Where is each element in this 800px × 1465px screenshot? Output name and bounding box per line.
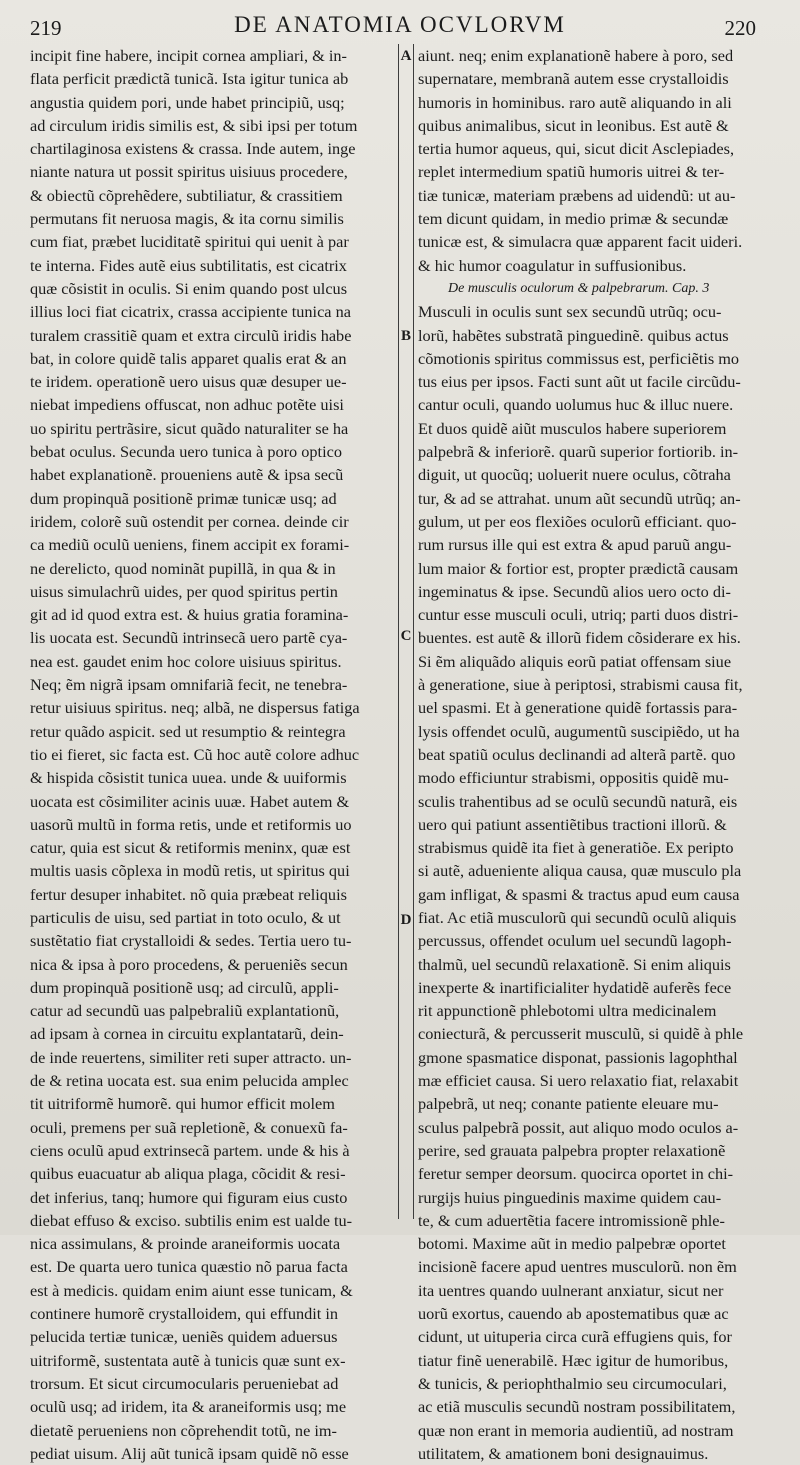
text-line: & obiectũ cõprehẽdere, subtiliatur, & crassitiem (30, 185, 343, 205)
text-line: niante natura ut possit spiritus uisiuus procedere, (30, 162, 348, 182)
text-line: uero qui patiunt assentiẽtibus tractioni illorũ. & (418, 814, 727, 834)
text-line: palpebrã, ut neq; conante patiente eleuare mu- (418, 1094, 719, 1114)
text-line: ita uentres quando uulnerant anxiatur, sicut ner (418, 1280, 724, 1300)
text-line: gam infligat, & spasmi & tractus apud eum causa (418, 884, 740, 904)
text-line: gulum, ut per eos flexiões oculorũ efficiant. quo- (418, 511, 737, 531)
text-line: lorũ, habẽtes substratã pinguedinẽ. quibus actus (418, 325, 729, 345)
text-line: modo efficiuntur strabismi, oppositis quidẽ mu- (418, 768, 729, 788)
text-line: si autẽ, adueniente aliqua causa, quæ musculo pla (418, 861, 742, 881)
text-line: percussus, offendet oculum uel secundũ lagoph- (418, 931, 732, 951)
text-line: tur, & ad se attrahat. unum aũt secundũ utrũq; an- (418, 488, 741, 508)
text-line: strabismus quidẽ ita fiet à generatiõe. Ex peripto (418, 838, 734, 858)
text-line: sculis trahentibus ad se oculũ secundũ naturã, eis (418, 791, 738, 811)
text-line: aiunt. neq; enim explanationẽ habere à poro, sed (418, 46, 734, 65)
text-line: coniecturã, & percusserit musculũ, si quidẽ à phle (418, 1024, 744, 1044)
text-line: te iridem. operationẽ uero uisus quæ desuper ue- (30, 372, 347, 392)
text-line: git ad id quod extra est. & huius gratia foramina- (30, 605, 349, 625)
text-line: nea est. gaudet enim hoc colore uisiuus spiritus. (30, 651, 342, 671)
text-line: oculũ usq; ad iridem, ita & araneiformis usq; me (30, 1397, 347, 1417)
right-text-column (418, 44, 768, 1463)
text-line: ne derelicto, quod nominãt pupillã, in qua & in (30, 558, 336, 578)
text-line: pediat uisum. Alij aũt tunicã ipsam quidẽ nõ esse (30, 1443, 349, 1463)
text-line: perire, sed grauata palpebra propter relaxationẽ (418, 1140, 726, 1160)
text-line: est. De quarta uero tunica quæstio nõ parua facta (30, 1257, 348, 1277)
text-line: tunicæ est, & simulacra quæ apparent facit uideri. (418, 232, 743, 252)
text-line: uo spiritu pertrãsire, sicut quãdo naturaliter se ha (30, 418, 349, 438)
margin-marker-a: A (400, 48, 412, 64)
text-line: uasorũ multũ in forma retis, unde et retiformis uo (30, 814, 352, 834)
text-line: botomi. Maxime aũt in medio palpebræ oportet (418, 1234, 726, 1254)
text-line: Et duos quidẽ aiũt musculos habere superiorem (418, 418, 727, 438)
text-line: replet intermedium spatiũ humoris uitrei & ter- (418, 162, 725, 182)
text-line: & tunicis, & periophthalmio seu circumoculari, (418, 1373, 727, 1393)
text-line: uocata est cõsimiliter acinis uuæ. Habet autem & (30, 791, 350, 811)
text-line: dum propinquã positionẽ primæ tunicæ usq; ad (30, 488, 337, 508)
text-line: retur uisiuus spiritus. neq; albã, ne dispersus fatiga (30, 698, 360, 718)
text-line: ingeminatus & ipse. Secundũ alios uero octo di- (418, 581, 731, 601)
text-line: diebat effuso & exciso. subtilis enim est ualde tu- (30, 1210, 353, 1230)
margin-marker-c: C (400, 628, 412, 644)
text-line: quæ non erant in memoria audientiũ, ad nostram (418, 1420, 734, 1440)
text-line: rum rursus ille qui est extra & apud paruũ angu- (418, 535, 732, 555)
text-line: bebat oculus. Secunda uero tunica à poro optico (30, 442, 342, 462)
text-line: de inde reuertens, similiter reti super attracto. un- (30, 1047, 352, 1067)
text-line: te interna. Fides autẽ eius subtilitatis, est cicatrix (30, 255, 347, 275)
text-line: flata perficit prædictã tunicã. Ista igitur tunica ab (30, 69, 349, 89)
text-line: buentes. est autẽ & illorũ fidem cõsiderare ex his. (418, 628, 741, 648)
text-line: Si ẽm aliquãdo aliquis eorũ patiat offensam siue (418, 651, 732, 671)
text-line: feretur semper deorsum. quocirca oportet in chi- (418, 1164, 734, 1184)
text-line: permutans fit neruosa magis, & ita cornu similis (30, 209, 344, 229)
text-line: tus eius per ipsos. Facti sunt aũt ut facile circũdu- (418, 372, 741, 392)
text-line: ac etiã musculis secundũ nostram possibilitatem, (418, 1397, 736, 1417)
text-line: cõmotionis spiritus commissus est, perficiẽtis mo (418, 348, 740, 368)
text-line: multis uasis cõplexa in modũ retis, ut spiritus qui (30, 861, 350, 881)
text-line: mæ efficiet causa. Si uero relaxatio fiat, relaxabit (418, 1071, 739, 1091)
text-line: de & retina uocata est. sua enim pelucida amplec (30, 1071, 349, 1091)
text-line: lis uocata est. Secundũ intrinsecã uero partẽ cya- (30, 628, 348, 648)
text-line: lum maior & fortior est, propter prædictã causam (418, 558, 739, 578)
text-line: tiatur finẽ uenerabilẽ. Hæc igitur de humoribus, (418, 1350, 729, 1370)
text-line: angustia quidem pori, unde habet principiũ, usq; (30, 92, 345, 112)
text-line: incipit fine habere, incipit cornea ampliari, & in- (30, 46, 347, 65)
text-line: tertia humor aqueus, qui, sicut dicit Asclepiades, (418, 139, 735, 159)
text-line: quæ cõsistit in oculis. Si enim quando post ulcus (30, 278, 348, 298)
margin-marker-d: D (400, 912, 412, 928)
column-rule-left (398, 44, 399, 1219)
text-line: quibus euacuatur ab aliqua plaga, cõcidit & resi- (30, 1164, 346, 1184)
text-line: fiat. Ac etiã musculorũ qui secundũ oculũ aliquis (418, 907, 737, 927)
text-line: humoris in hominibus. raro autẽ aliquando in ali (418, 92, 732, 112)
left-text-column (30, 44, 393, 1463)
text-line: palpebrã & inferiorẽ. quarũ superior fortiorib. in- (418, 442, 739, 462)
page-header (0, 0, 800, 44)
text-line: thalmũ, uel secundũ relaxationẽ. Si enim aliquis (418, 954, 731, 974)
text-line: sculus palpebrã possit, aut aliquo modo oculos a- (418, 1117, 739, 1137)
text-line: lysis offendet oculũ, augumentũ suscipiẽdo, ut ha (418, 721, 740, 741)
text-line: tio ei fieret, sic facta est. Cũ hoc autẽ colore adhuc (30, 744, 360, 764)
text-line: supernatare, membranã autem esse crystalloidis (418, 69, 729, 89)
text-line: turalem crassitiẽ quam et extra circulũ iridis habe (30, 325, 352, 345)
text-line: incisionẽ facere apud uentres musculorũ. non ẽm (418, 1257, 737, 1277)
text-line: rit appunctionẽ phlebotomi ultra medicinalem (418, 1001, 717, 1021)
text-line: habet explanationẽ. proueniens autẽ & ipsa secũ (30, 465, 344, 485)
text-line: nica & ipsa à poro procedens, & perueniẽs secun (30, 954, 348, 974)
text-line: pelucida tertiæ tunicæ, ueniẽs quidem aduersus (30, 1327, 338, 1347)
text-line: tem dicunt quidam, in medio primæ & secundæ (418, 209, 729, 229)
text-line: fertur desuper inhabitet. nõ quia præbeat reliquis (30, 884, 347, 904)
text-line: oculi, premens per suã repletionẽ, & conuexũ fa- (30, 1117, 348, 1137)
chapter-heading: De musculis oculorum & palpebrarum. Cap. 3 (448, 280, 710, 296)
text-line: uisus simulachrũ uides, per quod spiritus pertin (30, 581, 338, 601)
text-line: & hic humor coagulatur in suffusionibus. (418, 255, 687, 275)
text-line: niebat impediens offuscat, non adhuc potẽte uisi (30, 395, 344, 415)
text-line: Neq; ẽm nigrã ipsam omnifariã fecit, ne tenebra- (30, 675, 348, 695)
text-line: illius loci fiat cicatrix, crassa accipiente tunica na (30, 302, 351, 322)
text-line: ad ipsam à cornea in circuitu explantatarũ, dein- (30, 1024, 344, 1044)
text-line: iridem, colorẽ suũ ostendit per cornea. deinde cir (30, 511, 349, 531)
text-line: uel spasmi. Et à generatione quidẽ fortassis para- (418, 698, 738, 718)
page-number-left: 219 (30, 16, 62, 40)
text-line: det inferius, tanq; humore qui figuram eius custo (30, 1187, 348, 1207)
text-line: chartilaginosa existens & crassa. Inde autem, inge (30, 139, 356, 159)
text-line: te, & cum aduertẽtia facere intromissionẽ phle- (418, 1210, 725, 1230)
text-line: nica assimulans, & proinde araneiformis uocata (30, 1234, 341, 1254)
text-line: uitriformẽ, sustentata autẽ à tunicis quæ sunt ex- (30, 1350, 346, 1370)
text-line: tit uitriformẽ humorẽ. qui humor efficit molem (30, 1094, 335, 1114)
text-line: dum propinquã positionẽ usq; ad circulũ, appli- (30, 977, 339, 997)
text-line: est à medicis. quidam enim aiunt esse tunicam, & (30, 1280, 353, 1300)
text-line: gmone spasmatice disponat, passionis lagophthal (418, 1047, 738, 1067)
text-line: quibus animalibus, sicut in leonibus. Est autẽ & (418, 115, 729, 135)
text-line: Musculi in oculis sunt sex secundũ utrũq; ocu- (418, 302, 722, 322)
text-line: beat spatiũ oculus declinandi ad alterã partẽ. quo (418, 744, 736, 764)
column-rule-right (413, 44, 414, 1219)
text-line: catur, quia est sicut & retiformis meninx, quæ est (30, 838, 351, 858)
text-line: bat, in colore quidẽ talis apparet qualis erat & an (30, 348, 347, 368)
text-line: rurgijs huius pinguedinis maxime quidem cau- (418, 1187, 722, 1207)
text-line: ca mediũ oculũ ueniens, finem accipit ex forami- (30, 535, 350, 555)
text-line: tiæ tunicæ, materiam præbens ad uidendũ: ut au- (418, 185, 736, 205)
text-line: cantur oculi, quando uolumus huc & illuc nuere. (418, 395, 734, 415)
text-line: & hispida cõsistit tunica uuea. unde & uuiformis (30, 768, 347, 788)
text-line: catur ad secundũ uas palpebraliũ explantationũ, (30, 1001, 340, 1021)
text-line: diguit, ut quocũq; uoluerit nuere oculus, cõtraha (418, 465, 731, 485)
text-line: continere humorẽ crystalloidem, qui effundit in (30, 1304, 339, 1324)
text-line: cuntur esse musculi oculi, utriq; parti duos distri- (418, 605, 739, 625)
text-line: cum fiat, præbet luciditatẽ spiritui qui uenit à par (30, 232, 349, 252)
margin-marker-b: B (400, 328, 411, 344)
text-line: utilitatem, & amationem boni designauimus. (418, 1443, 709, 1463)
text-line: cidunt, ut uituperia circa curã effugiens quis, for (418, 1327, 732, 1347)
running-title: DE ANATOMIA OCVLORVM (234, 12, 566, 37)
text-line: particulis de uisu, sed partiat in toto oculo, & ut (30, 907, 341, 927)
text-line: uorũ exortus, cauendo ab apostematibus quæ ac (418, 1304, 729, 1324)
text-line: à generatione, siue à periptosi, strabismi causa fit, (418, 675, 743, 695)
text-line: trorsum. Et sicut circumocularis perueniebat ad (30, 1373, 339, 1393)
text-line: retur quãdo aspicit. sed ut resumptio & reintegra (30, 721, 346, 741)
text-line: inexperte & inartificialiter hydatidẽ auferẽs fece (418, 977, 732, 997)
text-line: dietatẽ perueniens non cõprehendit totũ, ne im- (30, 1420, 337, 1440)
page-number-right: 220 (724, 16, 756, 40)
text-line: ciens oculũ apud extrinsecã partem. unde & his à (30, 1140, 350, 1160)
text-line: sustẽtatio fiat crystalloidi & sedes. Tertia uero tu- (30, 931, 352, 951)
text-line: ad circulum iridis similis est, & sibi ipsi per totum (30, 115, 358, 135)
